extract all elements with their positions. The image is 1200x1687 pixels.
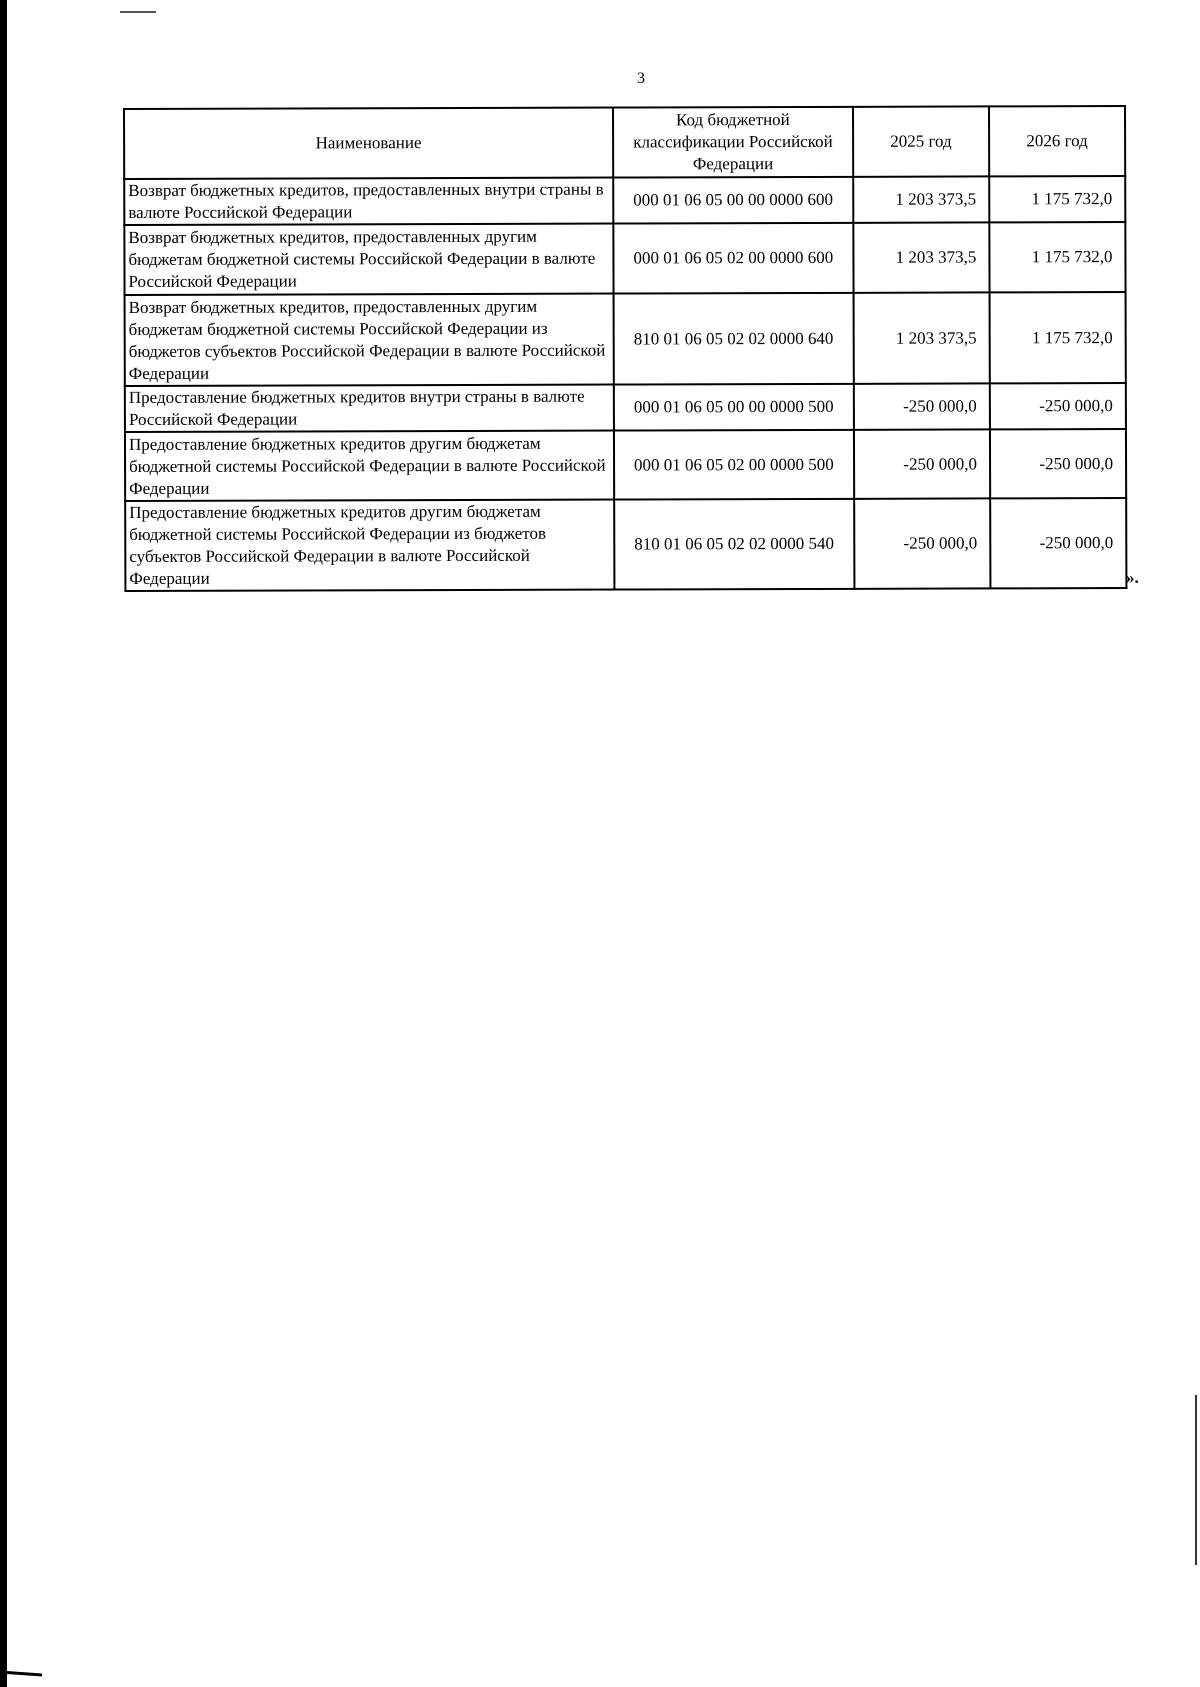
table-row [124,176,1125,225]
row-name: Возврат бюджетных кредитов, предоставленных другим бюджетам бюджетной системы Российской Федерации из бюджетов субъектов Российской Федерации в валюте Российской Федерации [125,294,614,386]
table-header-row [124,106,1125,179]
closing-quote-mark: ». [1126,568,1139,587]
row-value-2026: -250 000,0 [990,383,1126,429]
header-year-2026: 2026 год [989,106,1125,176]
table-row [125,292,1126,386]
scan-top-mark [120,11,156,13]
row-value-2026: 1 175 732,0 [989,222,1125,292]
scan-left-edge [0,0,7,1687]
row-value-2026: -250 000,0 [990,429,1126,498]
row-code: 000 01 06 05 02 00 0000 600 [613,223,853,294]
header-name: Наименование [124,108,613,179]
header-code: Код бюджетной классификации Российской Федерации [613,107,853,178]
row-name: Возврат бюджетных кредитов, предоставленных внутри страны в валюте Российской Федерации [124,178,613,225]
scan-right-edge-mark [1195,1395,1197,1565]
row-value-2025: -250 000,0 [854,383,990,429]
row-code: 000 01 06 05 02 00 0000 500 [614,430,854,500]
row-name: Предоставление бюджетных кредитов внутри страны в валюте Российской Федерации [125,385,614,432]
row-name: Предоставление бюджетных кредитов другим бюджетам бюджетной системы Российской Федерации из бюджетов субъектов Российской Федерации в валюте Российской Федерации [125,500,614,591]
table-row [125,429,1126,501]
row-name: Возврат бюджетных кредитов, предоставленных другим бюджетам бюджетной системы Российской Федерации в валюте Российской Федерации [124,224,613,295]
row-value-2025: 1 203 373,5 [853,292,989,383]
row-value-2025: -250 000,0 [854,429,990,498]
table-row [125,383,1126,432]
row-value-2026: 1 175 732,0 [989,292,1125,383]
header-year-2025: 2025 год [853,106,989,176]
row-code: 000 01 06 05 00 00 0000 600 [613,177,853,224]
page-number: 3 [637,70,645,87]
row-value-2025: 1 203 373,5 [853,176,989,222]
table-row [125,498,1126,591]
row-code: 000 01 06 05 00 00 0000 500 [614,384,854,431]
row-code: 810 01 06 05 02 02 0000 540 [614,499,854,590]
row-name: Предоставление бюджетных кредитов другим бюджетам бюджетной системы Российской Федерации в валюте Российской Федерации [125,431,614,501]
budget-sources-table [123,105,1127,592]
row-value-2026: 1 175 732,0 [989,176,1125,222]
row-value-2025: -250 000,0 [854,498,990,588]
row-code: 810 01 06 05 02 02 0000 640 [613,293,853,385]
table-row [124,222,1125,295]
row-value-2026: -250 000,0 [990,498,1126,588]
row-value-2025: 1 203 373,5 [853,222,989,292]
